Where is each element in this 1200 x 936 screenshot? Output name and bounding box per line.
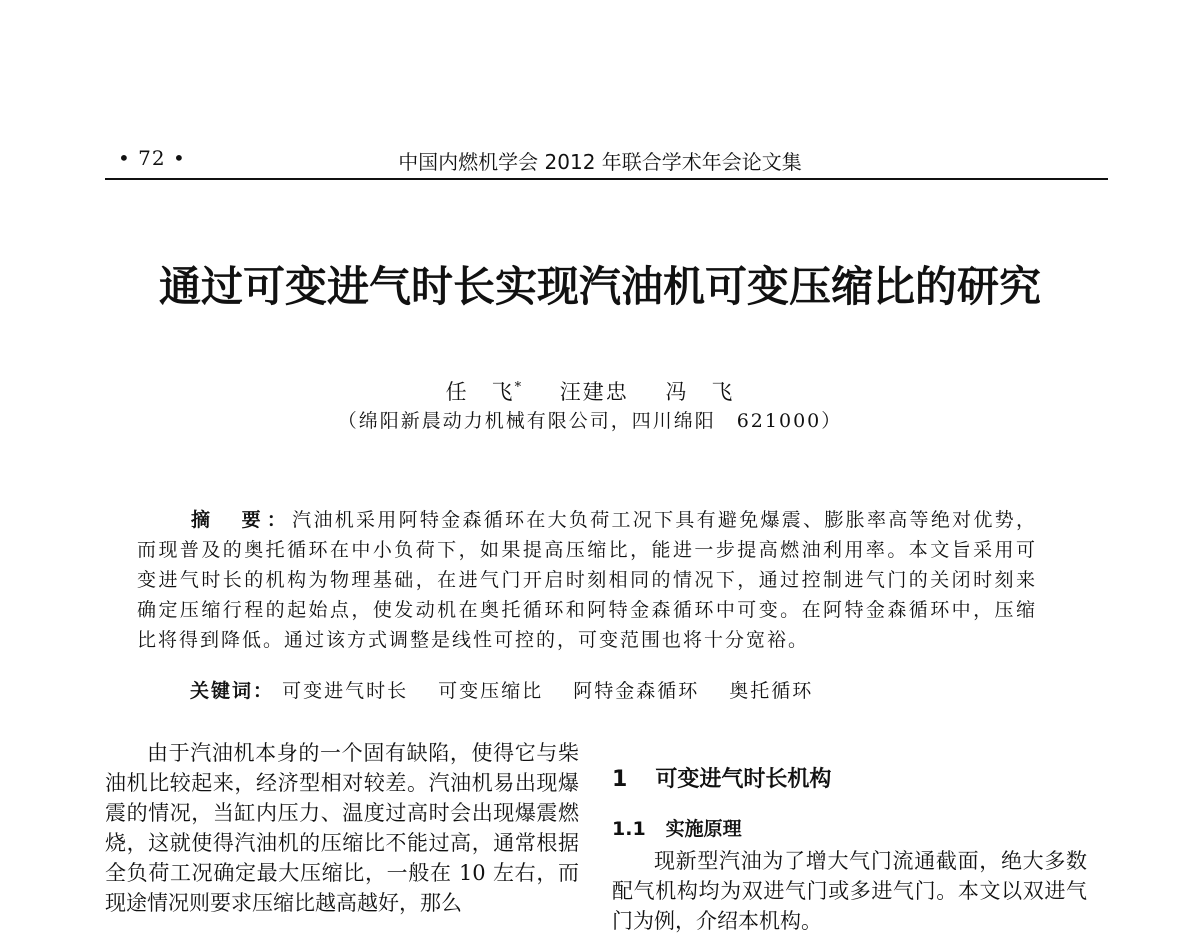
- author-footnote-mark: *: [514, 380, 524, 395]
- abstract: [137, 505, 1037, 655]
- author-2: 汪建忠: [559, 380, 629, 404]
- subsection-title: 实施原理: [665, 818, 742, 840]
- keyword: 可变进气时长: [282, 680, 409, 702]
- subsection-number: 1.1: [612, 818, 646, 840]
- left-column: [105, 738, 579, 918]
- keywords: [190, 676, 1050, 703]
- author-line: [200, 376, 980, 406]
- author-3: 冯 飞: [665, 380, 735, 404]
- abstract-label: 摘 要：: [191, 509, 293, 531]
- subsection-heading: [612, 814, 742, 841]
- running-header: 中国内燃机学会 2012 年联合学术年会论文集: [398, 150, 802, 174]
- section-heading: [612, 762, 831, 793]
- keywords-label: 关键词：: [190, 680, 275, 702]
- body-paragraph: 现新型汽油为了增大气门流通截面，绝大多数配气机构均为双进气门或多进气门。本文以双进气门为例，介绍本机构。: [612, 849, 1087, 933]
- abstract-text: 汽油机采用阿特金森循环在大负荷工况下具有避免爆震、膨胀率高等绝对优势，而现普及的奥托循环在中小负荷下，如果提高压缩比，能进一步提高燃油利用率。本文旨采用可变进气时长的机构为物理基础，在进气门开启时刻相同的情况下，通过控制进气门的关闭时刻来确定压缩行程的起始点，使发动机在奥托循环和阿特金森循环中可变。在阿特金森循环中，压缩比将得到降低。通过该方式调整是线性可控的，可变范围也将十分宽裕。: [137, 509, 1037, 651]
- keyword: 可变压缩比: [438, 680, 544, 702]
- header-rule: [105, 178, 1108, 180]
- paper-title: 通过可变进气时长实现汽油机可变压缩比的研究: [158, 262, 1041, 311]
- section-title: 可变进气时长机构: [655, 767, 832, 792]
- body-paragraph: 由于汽油机本身的一个固有缺陷，使得它与柴油机比较起来，经济型相对较差。汽油机易出现爆震的情况，当缸内压力、温度过高时会出现爆震燃烧，这就使得汽油机的压缩比不能过高，通常根据全负荷工况确定最大压缩比，一般在 10 左右，而现途情况则要求压缩比越高越好，那么: [105, 741, 579, 915]
- affiliation: （绵阳新晨动力机械有限公司，四川绵阳 621000）: [337, 410, 843, 432]
- keyword: 阿特金森循环: [573, 680, 700, 702]
- section-number: 1: [612, 767, 628, 792]
- keyword: 奥托循环: [729, 680, 814, 702]
- page-number: • 72 •: [118, 146, 186, 170]
- author-1: 任 飞*: [445, 380, 524, 404]
- right-column: [612, 846, 1087, 936]
